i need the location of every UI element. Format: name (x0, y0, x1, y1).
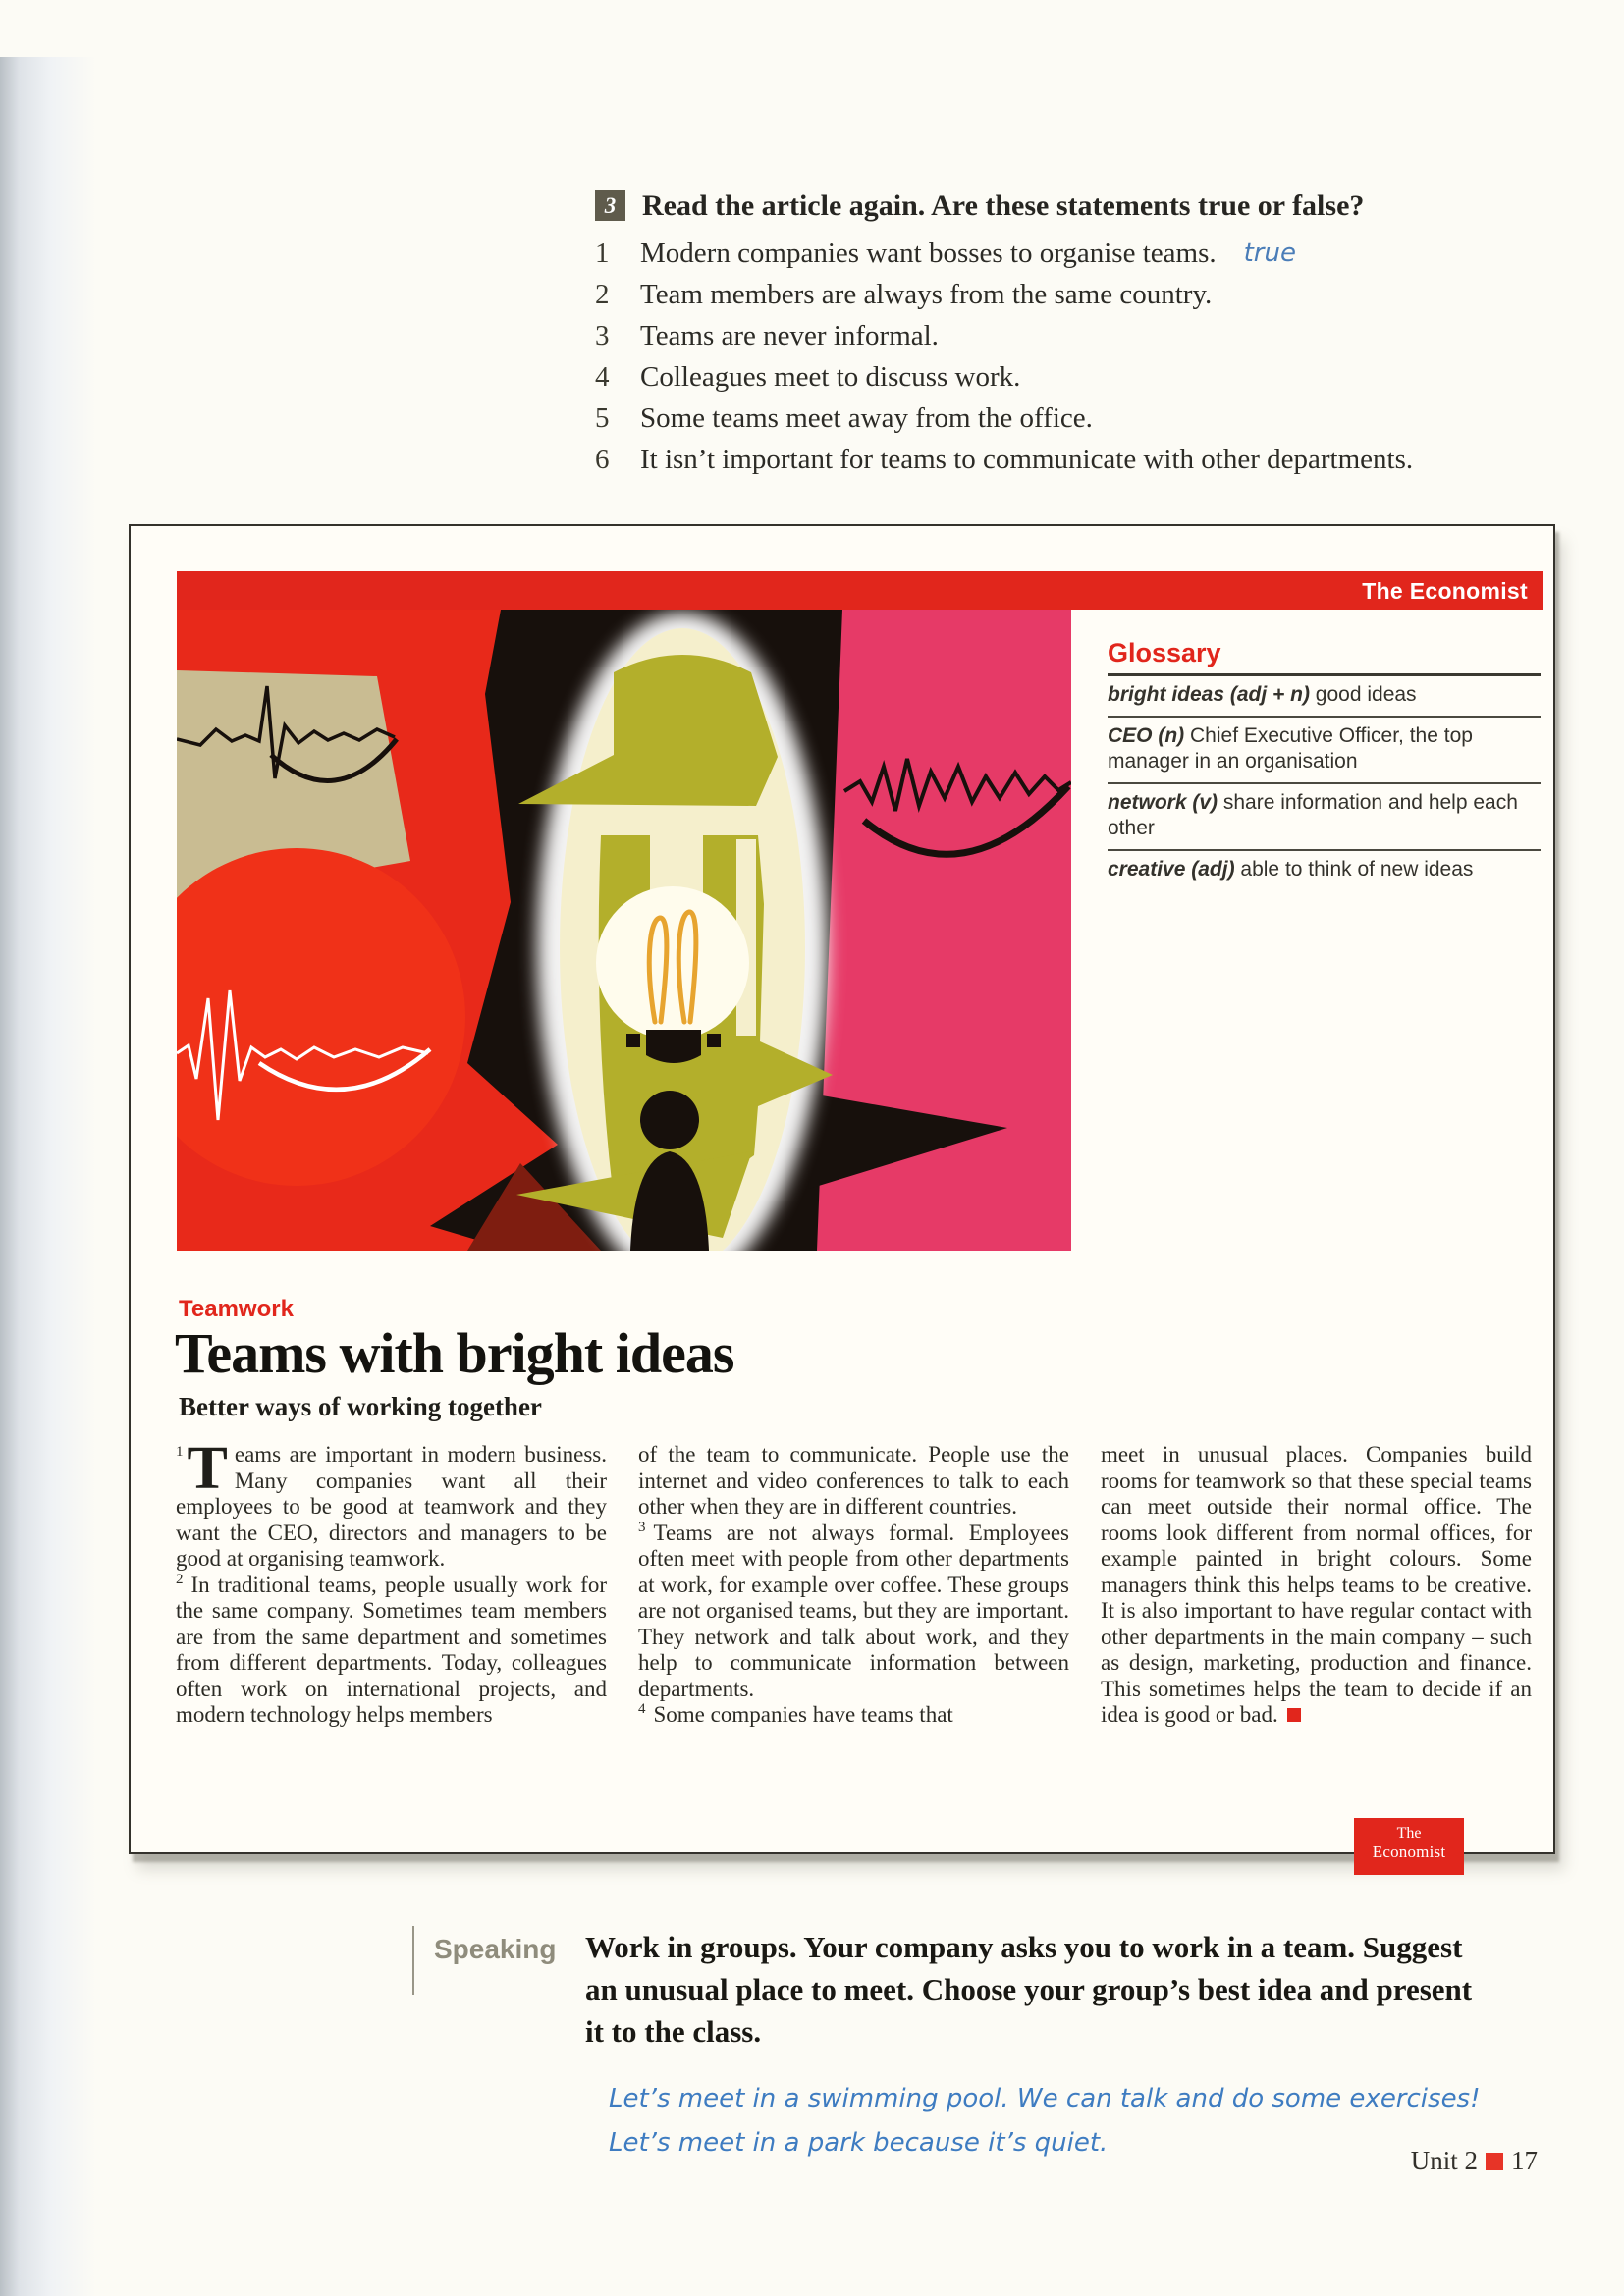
exercise-number-badge: 3 (595, 190, 625, 221)
statement-number: 4 (595, 361, 610, 393)
bright-ideas-artwork (177, 610, 1071, 1251)
statement-text: Colleagues meet to discuss work. (640, 361, 1021, 393)
article-paragraph: 3 Teams are not always formal. Employees often meet with people from other departments at work, for example over coffee. These groups are not organised teams, but they are important. They network and talk about work, and they help to communicate information between departments. (638, 1519, 1069, 1701)
article-end-mark-icon (1287, 1708, 1301, 1722)
article-column (176, 1435, 607, 1729)
unit-label: Unit 2 (1410, 2146, 1478, 2175)
speaking-label: Speaking (434, 1934, 557, 1964)
page-number: 17 (1511, 2146, 1538, 2175)
glossary-list (1108, 676, 1541, 890)
statement-text: Some teams meet away from the office. (640, 402, 1093, 434)
statement-text: Team members are always from the same country. (640, 279, 1213, 310)
article-paragraph: 2 In traditional teams, people usually work for the same company. Sometimes team members are from the same department and sometimes from different departments. Today, colleagues often work on international projects, and modern technology helps members (176, 1571, 607, 1727)
article-subtitle: Better ways of working together (179, 1392, 542, 1421)
glossary-pos: (adj) (1191, 858, 1241, 881)
idea-person-head (640, 1091, 699, 1149)
article-column (1101, 1442, 1532, 1729)
glossary-pos: (adj + n) (1229, 683, 1316, 706)
paragraph-number: 3 (638, 1519, 646, 1535)
article-paragraph: 4 Some companies have teams that (638, 1701, 953, 1727)
paragraph-number: 4 (638, 1701, 646, 1717)
glossary-pos: (n) (1158, 724, 1190, 747)
article-illustration (177, 610, 1071, 1251)
article-title: Teams with bright ideas (175, 1321, 734, 1385)
glossary-definition: able to think of new ideas (1240, 858, 1474, 881)
statement-number: 5 (595, 402, 610, 434)
glossary-entry (1108, 676, 1541, 718)
economist-logo-line1: The (1396, 1825, 1422, 1842)
exercise-statement-row (595, 321, 1557, 351)
speaking-instruction-line: Work in groups. Your company asks you to work in a team. Suggest (585, 1930, 1463, 1964)
economist-banner-label: The Economist (1362, 578, 1528, 604)
speaking-instruction (585, 1926, 1577, 2053)
glossary-definition: share information and help each other (1108, 791, 1518, 839)
exercise-statements (595, 239, 1557, 486)
handwritten-example: Let’s meet in a park because it’s quiet. (609, 2128, 1109, 2158)
bulb-circle (596, 886, 749, 1040)
glossary-definition: Chief Executive Officer, the top manager in an organisation (1108, 724, 1473, 773)
statement-text: It isn’t important for teams to communicate with other departments. (640, 444, 1414, 475)
glossary-term: creative (1108, 858, 1192, 881)
speaking-divider-line (412, 1926, 414, 1995)
glossary-title: Glossary (1108, 638, 1541, 676)
handwritten-answer: true (1243, 239, 1296, 268)
footer-square-icon (1486, 2153, 1503, 2170)
glossary-pos: (v) (1192, 791, 1223, 814)
article-kicker: Teamwork (179, 1296, 294, 1322)
article-card (129, 524, 1555, 1861)
economist-logo-line2: Economist (1372, 1842, 1446, 1861)
glossary-term: network (1108, 791, 1193, 814)
exercise-statement-row (595, 239, 1557, 269)
exercise-title: Read the article again. Are these statements true or false? (642, 189, 1365, 222)
glossary-entry (1108, 784, 1541, 851)
bulb-base-nub (626, 1034, 640, 1047)
article-paragraph: 1 T eams are important in modern business. Many companies want all their employees to be good at teamwork and they want the CEO, directors and managers to be good at organising teamwork. (176, 1435, 607, 1571)
economist-banner (177, 571, 1543, 610)
glossary-term: CEO (1108, 724, 1159, 747)
exercise-statement-row (595, 403, 1557, 434)
article-paragraph: of the team to communicate. People use the internet and video conferences to talk to each other when they are in different countries. (638, 1442, 1069, 1519)
page-spine-shadow (0, 57, 98, 2296)
statement-number: 3 (595, 320, 610, 351)
exercise-header (595, 190, 1364, 222)
exercise-statement-row (595, 362, 1557, 393)
glossary-panel (1108, 638, 1541, 890)
bulb-base (646, 1030, 701, 1063)
page-footer (1411, 2146, 1538, 2176)
glossary-entry (1108, 718, 1541, 784)
handwritten-example: Let’s meet in a swimming pool. We can talk and do some exercises! (609, 2084, 1481, 2113)
exercise-statement-row (595, 280, 1557, 310)
glossary-entry (1108, 851, 1541, 890)
exercise-statement-row (595, 445, 1557, 475)
glossary-term: bright ideas (1108, 683, 1230, 706)
speaking-examples (609, 2077, 1481, 2165)
article-column (638, 1442, 1069, 1729)
economist-logo (1354, 1818, 1464, 1875)
article-paragraph: meet in unusual places. Companies build rooms for teamwork so that these special teams can meet outside their normal office. The rooms look different from normal offices, for example painted in bright colours. Some managers think this helps teams to be creative. It is also important to have regular contact with other departments in the main company – such as design, marketing, production and finance. This sometimes helps the team to decide if an idea is good or bad. (1101, 1442, 1532, 1727)
article-body (176, 1435, 1533, 1729)
paragraph-number: 1 (176, 1444, 184, 1460)
drop-cap: T (187, 1435, 228, 1502)
statement-number: 1 (595, 238, 610, 269)
statement-text: Modern companies want bosses to organise teams. (640, 238, 1217, 269)
statement-number: 2 (595, 279, 610, 310)
speaking-instruction-line: it to the class. (585, 2014, 762, 2049)
bulb-base-nub (707, 1034, 721, 1047)
speaking-instruction-line: an unusual place to meet. Choose your group’s best idea and present (585, 1972, 1473, 2006)
statement-text: Teams are never informal. (640, 320, 939, 351)
paragraph-number: 2 (176, 1571, 184, 1587)
glossary-definition: good ideas (1315, 683, 1417, 706)
statement-number: 6 (595, 444, 610, 475)
